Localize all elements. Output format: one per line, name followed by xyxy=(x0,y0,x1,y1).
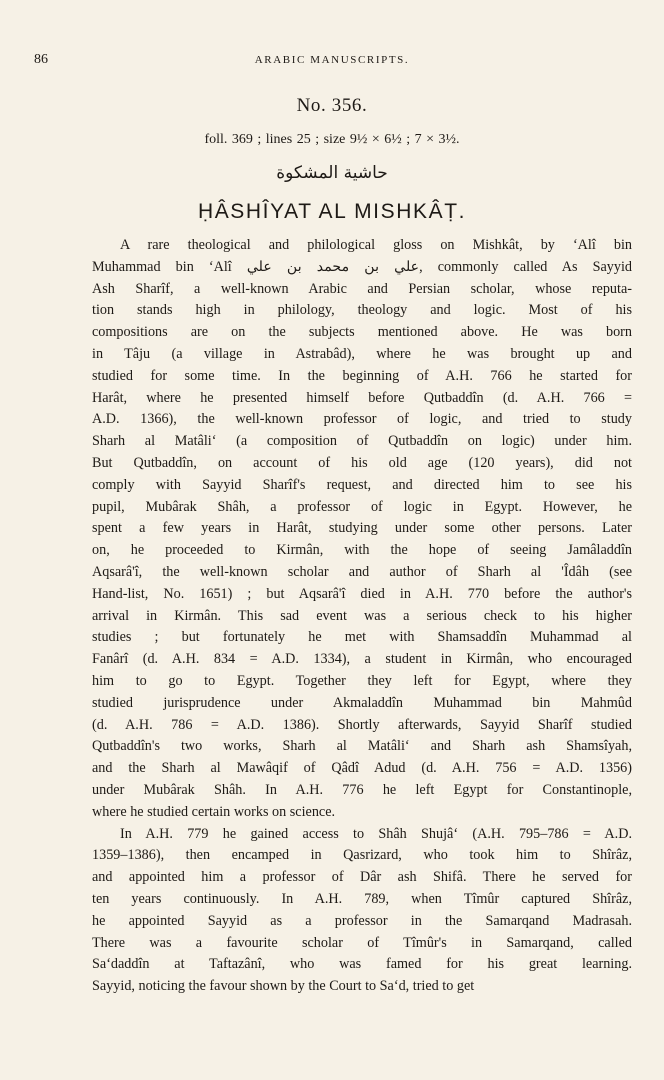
text-line: But Qutbaddîn, on account of his old age (120 years), did not xyxy=(92,454,632,471)
text-line: he appointed Sayyid as a professor in the Samarqand Madrasah. xyxy=(92,912,632,929)
text-line: Sa‘daddîn at Taftazânî, who was famed for his great learning. xyxy=(92,956,632,973)
text-line: Qutbaddîn's two works, Sharh al Matâli‘ and Sharh ash Shamsîyah, xyxy=(92,738,632,755)
text-line: studies ; but fortunately he met with Shamsaddîn Muhammad al xyxy=(92,629,632,646)
arabic-title: حاشية المشكوة xyxy=(276,163,388,183)
text-line: comply with Sayyid Sharîf's request, and directed him to see his xyxy=(92,476,632,493)
text-line: Muhammad bin ‘Alî علي بن محمد بن علي, commonly called As Sayyid xyxy=(92,258,632,275)
text-line: There was a favourite scholar of Tîmûr's in Samarqand, called xyxy=(92,934,632,951)
text-line: 1359–1386), then encamped in Qasrizard, who took him to Shîrâz, xyxy=(92,847,632,864)
text-line: (d. A.H. 786 = A.D. 1386). Shortly afterwards, Sayyid Sharîf studied xyxy=(92,716,632,733)
manuscript-title: ḤÂSHÎYAT AL MISHKÂṬ. xyxy=(197,200,467,223)
text-line: arrival in Kirmân. This sad event was a serious check to his higher xyxy=(92,607,632,624)
page-number: 86 xyxy=(34,52,48,67)
body-text xyxy=(92,235,632,998)
text-line: and appointed him a professor of Dâr ash Shifâ. There he served for xyxy=(92,869,632,886)
text-line: Harât, where he presented himself before Qutbaddîn (d. A.H. 766 = xyxy=(92,389,632,406)
manuscript-number: No. 356. xyxy=(296,95,368,116)
text-line: on, he proceeded to Kirmân, with the hope of seeing Jamâladdîn xyxy=(92,542,632,559)
text-line: and the Sharh al Mawâqif of Qâdî Adud (d. A.H. 756 = A.D. 1356) xyxy=(92,760,632,777)
manuscript-description: foll. 369 ; lines 25 ; size 9½ × 6½ ; 7 × 3½. xyxy=(204,132,460,147)
text-line: Sharh al Matâli‘ (a composition of Qutbaddîn on logic) under him. xyxy=(92,433,632,450)
text-line: A.D. 1366), the well-known professor of logic, and tried to study xyxy=(92,411,632,428)
text-line: Fanârî (d. A.H. 834 = A.D. 1334), a student in Kirmân, who encouraged xyxy=(92,651,632,668)
text-line: Aqsarâ'î, the well-known scholar and author of Sharh al 'Îdâh (see xyxy=(92,563,632,580)
running-title: ARABIC MANUSCRIPTS. xyxy=(254,54,410,66)
text-line: A rare theological and philological gloss on Mishkât, by ‘Alî bin xyxy=(120,237,632,253)
text-line: Ash Sharîf, a well-known Arabic and Persian scholar, whose reputa- xyxy=(92,280,632,297)
running-head xyxy=(0,50,664,70)
text-line: studied jurisprudence under Akmaladdîn Muhammad bin Mahmûd xyxy=(92,694,632,711)
text-line: studied for some time. In the beginning of A.H. 766 he started for xyxy=(92,367,632,384)
text-line: him to go to Egypt. Together they left for Egypt, where they xyxy=(92,672,632,689)
text-line: where he studied certain works on science. xyxy=(92,803,336,820)
text-line: tion stands high in philology, theology and logic. Most of his xyxy=(92,302,632,319)
text-line: under Mubârak Shâh. In A.H. 776 he left Egypt for Constantinople, xyxy=(92,781,632,798)
text-line: ten years continuously. In A.H. 789, when Tîmûr captured Shîrâz, xyxy=(92,890,632,907)
text-line: Sayyid, noticing the favour shown by the Court to Sa‘d, tried to get xyxy=(92,978,475,995)
text-line: compositions are on the subjects mentioned above. He was born xyxy=(92,324,632,341)
text-line: spent a few years in Harât, studying under some other persons. Later xyxy=(92,520,632,537)
text-line: In A.H. 779 he gained access to Shâh Shujâ‘ (A.H. 795–786 = A.D. xyxy=(120,825,632,842)
text-line: pupil, Mubârak Shâh, a professor of logic in Egypt. However, he xyxy=(92,498,632,515)
text-line: Hand-list, No. 1651) ; but Aqsarâ'î died in A.H. 770 before the author's xyxy=(92,585,632,602)
text-line: in Tâju (a village in Astrabâd), where he was brought up and xyxy=(92,345,632,362)
